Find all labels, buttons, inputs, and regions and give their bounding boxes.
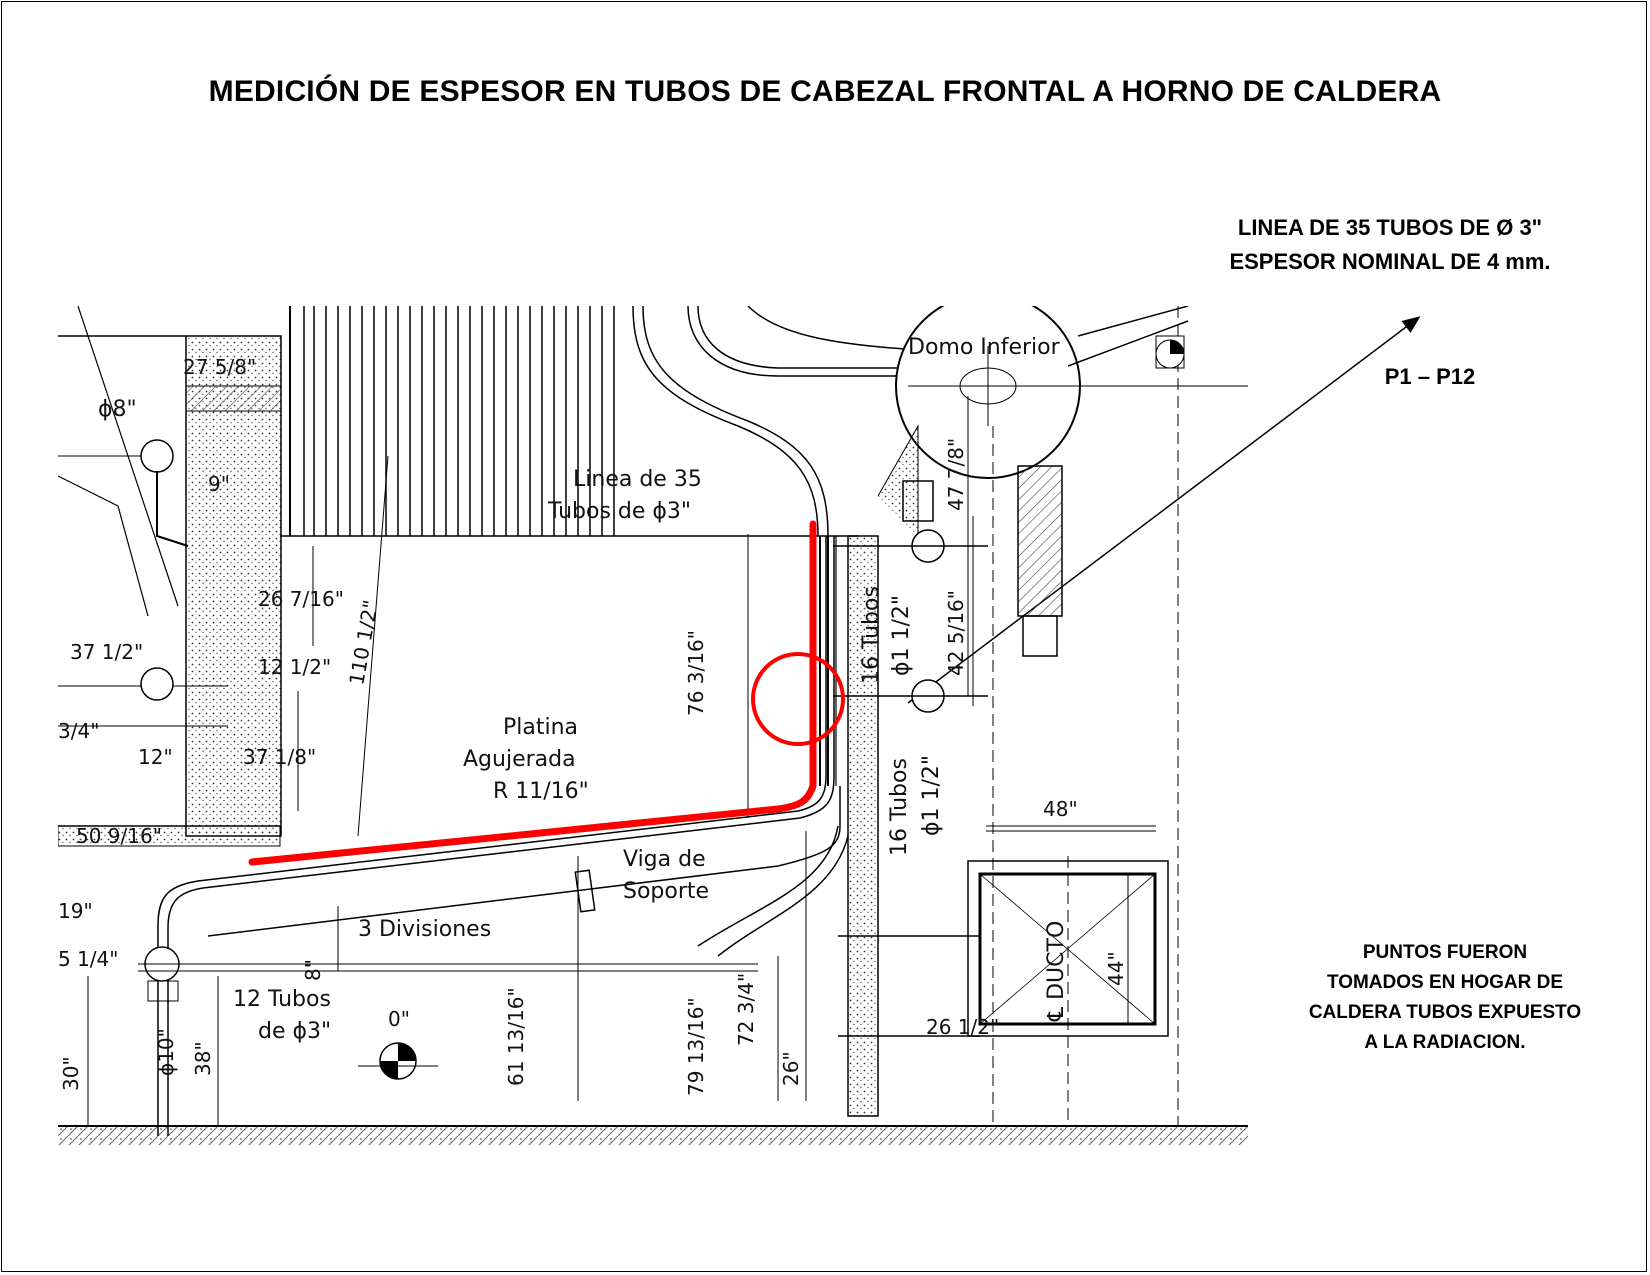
datum-marker-top	[1156, 340, 1184, 368]
platina-label-b: Agujerada	[463, 747, 576, 772]
dim-76-3-16: 76 3/16"	[684, 630, 708, 716]
dim-44: 44"	[1104, 951, 1128, 986]
tubes16-lower-label-a: 16 Tubos	[887, 758, 912, 856]
dim-30: 30"	[59, 1056, 83, 1091]
exposed-note-line-4: A LA RADIACION.	[1364, 1032, 1526, 1053]
dim-27-5-8: 27 5/8"	[183, 355, 257, 379]
dim-42-5-16: 42 5/16"	[944, 590, 968, 676]
phi8-label: ϕ8"	[98, 397, 137, 422]
exposed-note-line-2: TOMADOS EN HOGAR DE	[1326, 972, 1564, 993]
page-title: MEDICIÓN DE ESPESOR EN TUBOS DE CABEZAL FRONTAL A HORNO DE CALDERA	[208, 75, 1442, 108]
dim-26-1-2: 26 1/2"	[926, 1015, 1000, 1039]
dim-72-3-4: 72 3/4"	[734, 972, 758, 1046]
tubes12-label-b: de ϕ3"	[258, 1019, 332, 1044]
phi10-label: ϕ10"	[154, 1028, 178, 1076]
dim-37-1-2: 37 1/2"	[70, 640, 144, 664]
dim-5-1-4: 5 1/4"	[58, 947, 119, 971]
dim-12-1-2: 12 1/2"	[258, 655, 332, 679]
dim-0: 0"	[388, 1007, 410, 1031]
exposed-note-line-1: PUNTOS FUERON	[1362, 942, 1528, 963]
dim-12: 12"	[138, 745, 173, 769]
beam-label-a: Viga de	[623, 847, 706, 872]
dim-47-7-8: 47 7/8"	[944, 437, 968, 511]
measured-tube-highlight	[252, 524, 813, 862]
dim-48: 48"	[1043, 797, 1078, 821]
dim-37-1-8: 37 1/8"	[243, 745, 317, 769]
dim-3-4: 3/4"	[58, 719, 100, 743]
divisions-label: 3 Divisiones	[358, 917, 492, 942]
tubes16-upper-label-a: 16 Tubos	[859, 586, 884, 684]
dim-38: 38"	[191, 1041, 215, 1076]
dim-79-13-16: 79 13/16"	[684, 997, 708, 1096]
dim-110-1-2: 110 1/2"	[344, 598, 383, 687]
points-range-label: P1 – P12	[1384, 364, 1476, 389]
tube-line-label: LINEA DE 35 TUBOS DE Ø 3"	[1237, 215, 1543, 240]
tube-line-label-b: Tubos de ϕ3"	[548, 499, 692, 524]
exposed-note-line-3: CALDERA TUBOS EXPUESTO	[1308, 1002, 1582, 1023]
beam-label-b: Soporte	[623, 879, 710, 904]
drum-label: Domo Inferior	[908, 335, 1060, 360]
tube-line-label-a: Linea de 35	[573, 467, 702, 492]
dim-50-9-16: 50 9/16"	[76, 824, 162, 848]
platina-label-a: Platina	[503, 715, 579, 740]
datum-marker	[358, 1043, 438, 1079]
nominal-thickness-label: ESPESOR NOMINAL DE 4 mm.	[1229, 249, 1551, 274]
tubes16-lower-label-b: ϕ1 1/2"	[919, 754, 944, 836]
dim-19: 19"	[58, 899, 93, 923]
dim-61-13-16: 61 13/16"	[504, 987, 528, 1086]
platina-label-c: R 11/16"	[493, 779, 589, 804]
boiler-drawing	[58, 306, 1248, 1145]
dim-9: 9"	[208, 472, 230, 496]
duct-label: ℄ DUCTO	[1044, 920, 1069, 1021]
dim-26-7-16: 26 7/16"	[258, 587, 344, 611]
ground-strip	[58, 1126, 1248, 1145]
tubes16-upper-label-b: ϕ1 1/2"	[889, 594, 914, 676]
dim-8: 8"	[301, 959, 325, 981]
dim-26: 26"	[779, 1051, 803, 1086]
tubes12-label-a: 12 Tubos	[233, 987, 331, 1012]
measurement-circle	[753, 654, 843, 744]
